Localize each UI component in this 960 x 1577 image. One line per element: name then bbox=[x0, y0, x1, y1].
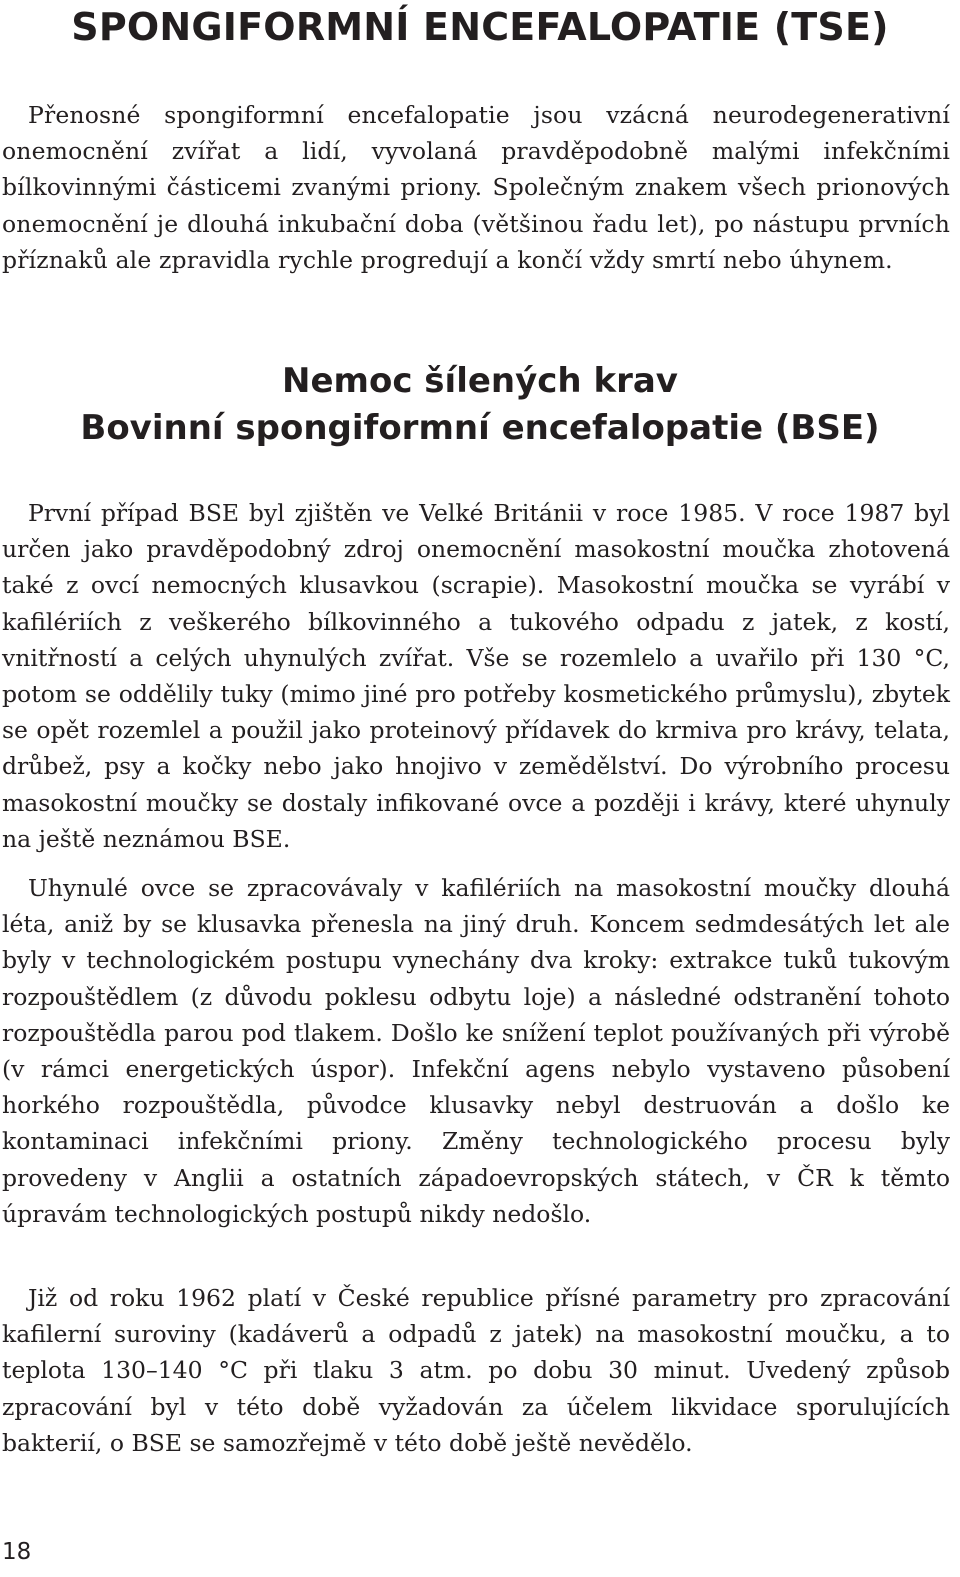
body-paragraph-1: První případ BSE byl zjištěn ve Velké Británii v roce 1985. V roce 1987 byl určen jako pravděpodobný zdroj onemocnění masokostní moučka zhotovená také z ovcí nemocných klusavkou (scrapie). Masokostní moučka se vyrábí v kafilériích z veškerého bílkovinného a tukového odpadu z jatek, z kostí, vnitřností a celých uhynulých zvířat. Vše se rozemlelo a uvařilo při 130 °C, potom se oddělily tuky (mimo jiné pro potřeby kosmetického průmyslu), zbytek se opět rozemlel a použil jako proteinový přídavek do krmiva pro krávy, telata, drůbež, psy a kočky nebo jako hnojivo v zemědělství. Do výrobního procesu masokostní moučky se dostaly infikované ovce a později i krávy, které uhynuly na ještě neznámou BSE. bbox=[2, 499, 950, 853]
page-title: SPONGIFORMNÍ ENCEFALOPATIE (TSE) bbox=[71, 5, 889, 49]
body-paragraph-3: Již od roku 1962 platí v České republice přísné parametry pro zpracování kafilerní suroviny (kadáverů a odpadů z jatek) na masokostní moučku, a to teplota 130–140 °C při tlaku 3 atm. po dobu 30 minut. Uvedený způsob zpracování byl v této době vyžadován za účelem likvidace sporulujících bakterií, o BSE se samozřejmě v této době ještě nevědělo. bbox=[2, 1284, 950, 1457]
body-paragraph-2: Uhynulé ovce se zpracovávaly v kafilériích na masokostní moučky dlouhá léta, aniž by se klusavka přenesla na jiný druh. Koncem sedmdesátých let ale byly v technologickém postupu vynechány dva kroky: extrakce tuků tukovým rozpouštědlem (z důvodu poklesu odbytu loje) a následné odstranění tohoto rozpouštědla parou pod tlakem. Došlo ke snížení teplot používaných při výrobě (v rámci energetických úspor). Infekční agens nebylo vystaveno působení horkého rozpouštědla, původce klusavky nebyl destruován a došlo ke kontaminaci infekčními priony. Změny technologického procesu byly provedeny v Anglii a ostatních západoevropských státech, v ČR k těmto úpravám technologických postupů nikdy nedošlo. bbox=[2, 874, 950, 1228]
section-heading bbox=[0, 358, 960, 452]
intro-paragraph: Přenosné spongiformní encefalopatie jsou vzácná neurodegenerativní onemocnění zvířat a lidí, vyvolaná pravděpodobně malými infekčními bílkovinnými částicemi zvanými priony. Společným znakem všech prionových onemocnění je dlouhá inkubační doba (většinou řadu let), po nástupu prvních příznaků ale zpravidla rychle progredují a končí vždy smrtí nebo úhynem. bbox=[2, 101, 950, 274]
section-heading-line-1: Nemoc šílených krav bbox=[282, 361, 678, 401]
page-number: 18 bbox=[2, 1539, 32, 1565]
section-heading-line-2: Bovinní spongiformní encefalopatie (BSE) bbox=[80, 408, 880, 448]
